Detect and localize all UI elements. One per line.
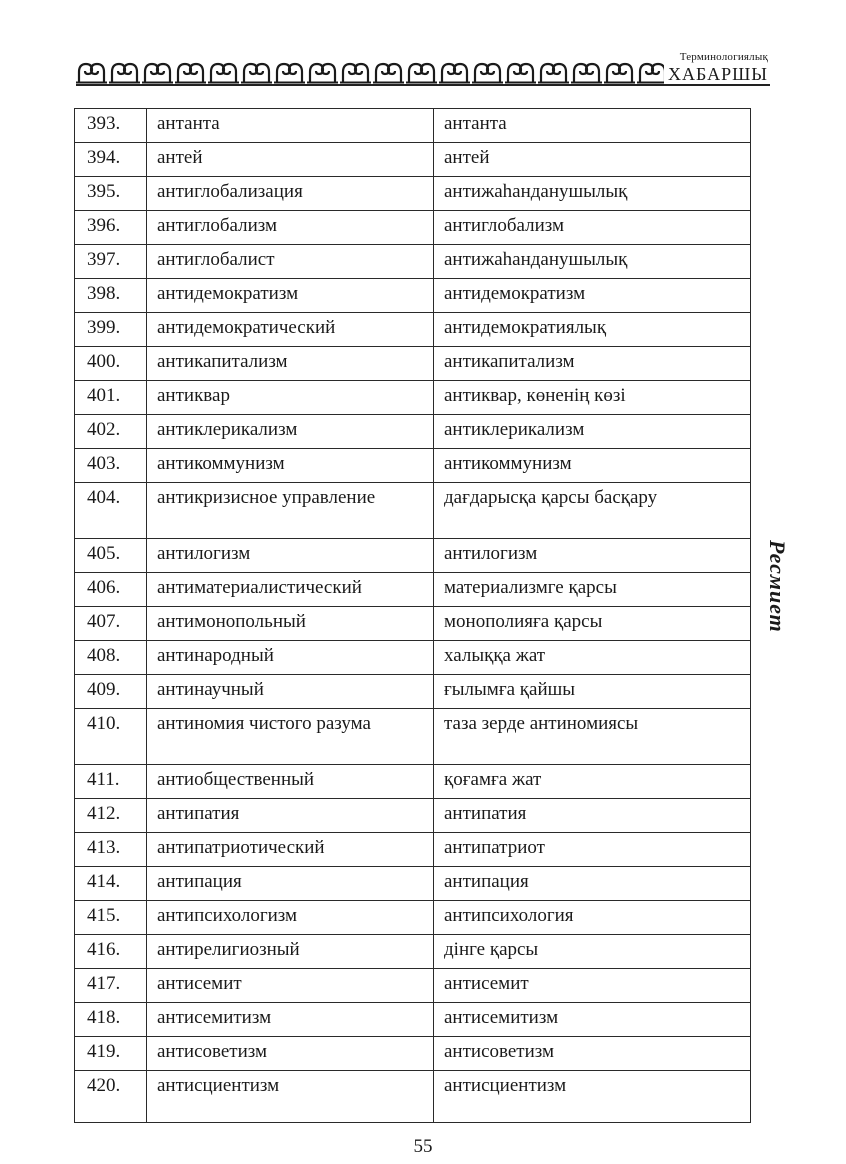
table-row [75,449,751,483]
scroll-ornament-icon [274,58,305,84]
term-kazakh: антисемитизм [434,1003,751,1037]
scroll-ornament-icon [439,58,470,84]
table-row [75,313,751,347]
term-number: 399. [75,313,147,347]
table-row [75,279,751,313]
term-russian: антипсихологизм [147,901,434,935]
term-number: 405. [75,539,147,573]
term-kazakh: антиквар, көненің көзі [434,381,751,415]
table-row [75,969,751,1003]
term-russian: антикризисное управление [147,483,434,539]
table-row [75,1003,751,1037]
term-russian: антиобщественный [147,765,434,799]
term-kazakh: халыққа жат [434,641,751,675]
table-row [75,867,751,901]
term-kazakh: антидемократиялық [434,313,751,347]
table-row [75,765,751,799]
term-number: 398. [75,279,147,313]
table-row [75,483,751,539]
term-number: 415. [75,901,147,935]
header-ornament [76,50,664,84]
term-russian: антей [147,143,434,177]
term-kazakh: антипация [434,867,751,901]
table-row [75,177,751,211]
journal-title [668,52,768,83]
term-number: 412. [75,799,147,833]
term-russian: антиматериалистический [147,573,434,607]
page-number: 55 [413,1136,433,1157]
table-row [75,347,751,381]
term-number: 417. [75,969,147,1003]
term-kazakh: қоғамға жат [434,765,751,799]
term-kazakh: антисоветизм [434,1037,751,1071]
term-kazakh: антипатриот [434,833,751,867]
term-number: 408. [75,641,147,675]
term-russian: антипатриотический [147,833,434,867]
scroll-ornament-icon [472,58,503,84]
term-kazakh: дінге қарсы [434,935,751,969]
term-number: 403. [75,449,147,483]
term-kazakh: антисемит [434,969,751,1003]
table-row [75,935,751,969]
term-russian: антинаучный [147,675,434,709]
table-row [75,381,751,415]
term-russian: антилогизм [147,539,434,573]
table-row [75,799,751,833]
term-russian: антисемитизм [147,1003,434,1037]
header-rule [76,84,770,86]
term-kazakh: антей [434,143,751,177]
term-kazakh: антисциентизм [434,1071,751,1123]
term-kazakh: антиглобализм [434,211,751,245]
term-number: 394. [75,143,147,177]
scroll-ornament-icon [505,58,536,84]
scroll-ornament-icon [208,58,239,84]
term-number: 416. [75,935,147,969]
term-number: 404. [75,483,147,539]
scroll-ornament-icon [175,58,206,84]
table-row [75,709,751,765]
table-row [75,415,751,449]
term-russian: антимонопольный [147,607,434,641]
term-kazakh: дағдарысқа қарсы басқару [434,483,751,539]
term-number: 411. [75,765,147,799]
term-kazakh: антиклерикализм [434,415,751,449]
term-russian: антиглобалист [147,245,434,279]
term-russian: антидемократизм [147,279,434,313]
term-russian: антикапитализм [147,347,434,381]
scroll-ornament-icon [637,58,664,84]
scroll-ornament-icon [142,58,173,84]
term-number: 395. [75,177,147,211]
scroll-ornament-icon [571,58,602,84]
term-kazakh: антанта [434,109,751,143]
term-number: 418. [75,1003,147,1037]
term-russian: антанта [147,109,434,143]
term-number: 400. [75,347,147,381]
table-row [75,109,751,143]
table-row [75,901,751,935]
term-number: 407. [75,607,147,641]
journal-title-small: Терминологиялық [679,51,768,63]
scroll-ornament-icon [241,58,272,84]
table-row [75,1037,751,1071]
term-kazakh: антидемократизм [434,279,751,313]
section-side-label: Ресмиет [765,540,790,633]
term-russian: антиклерикализм [147,415,434,449]
table-row [75,143,751,177]
term-russian: антидемократический [147,313,434,347]
scroll-ornament-icon [76,58,107,84]
term-kazakh: монополияға қарсы [434,607,751,641]
term-russian: антисемит [147,969,434,1003]
table-row [75,539,751,573]
term-russian: антиквар [147,381,434,415]
term-number: 393. [75,109,147,143]
term-number: 413. [75,833,147,867]
table-row [75,245,751,279]
term-number: 396. [75,211,147,245]
table-row [75,675,751,709]
table-row [75,211,751,245]
scroll-ornament-icon [307,58,338,84]
term-kazakh: материализмге қарсы [434,573,751,607]
table-row [75,1071,751,1123]
scroll-ornament-icon [604,58,635,84]
term-kazakh: антикапитализм [434,347,751,381]
terms-table [74,108,751,1123]
term-russian: антинародный [147,641,434,675]
term-number: 419. [75,1037,147,1071]
table-row [75,607,751,641]
term-kazakh: антижаһандануш​ылық [434,177,751,211]
table-row [75,641,751,675]
term-russian: антикоммунизм [147,449,434,483]
term-number: 410. [75,709,147,765]
term-number: 402. [75,415,147,449]
scroll-ornament-icon [406,58,437,84]
journal-title-big: ХАБАРШЫ [668,64,768,84]
term-kazakh: антипсихология [434,901,751,935]
term-number: 406. [75,573,147,607]
term-kazakh: ғылымға қайшы [434,675,751,709]
term-kazakh: антикоммунизм [434,449,751,483]
term-russian: антиглобализация [147,177,434,211]
term-kazakh: антилогизм [434,539,751,573]
term-number: 420. [75,1071,147,1123]
term-russian: антиглобализм [147,211,434,245]
scroll-ornament-icon [109,58,140,84]
term-kazakh: антипатия [434,799,751,833]
scroll-ornament-icon [340,58,371,84]
scroll-ornament-icon [538,58,569,84]
term-russian: антипация [147,867,434,901]
term-russian: антисоветизм [147,1037,434,1071]
term-number: 397. [75,245,147,279]
term-russian: антирелигиозный [147,935,434,969]
table-row [75,573,751,607]
scroll-ornament-icon [373,58,404,84]
term-russian: антиномия чистого разума [147,709,434,765]
term-kazakh: таза зерде антиномиясы [434,709,751,765]
term-number: 414. [75,867,147,901]
term-number: 401. [75,381,147,415]
terms-table-body [75,109,751,1123]
term-russian: антисциентизм [147,1071,434,1123]
term-russian: антипатия [147,799,434,833]
table-row [75,833,751,867]
term-kazakh: антижаһанданушылық [434,245,751,279]
term-number: 409. [75,675,147,709]
